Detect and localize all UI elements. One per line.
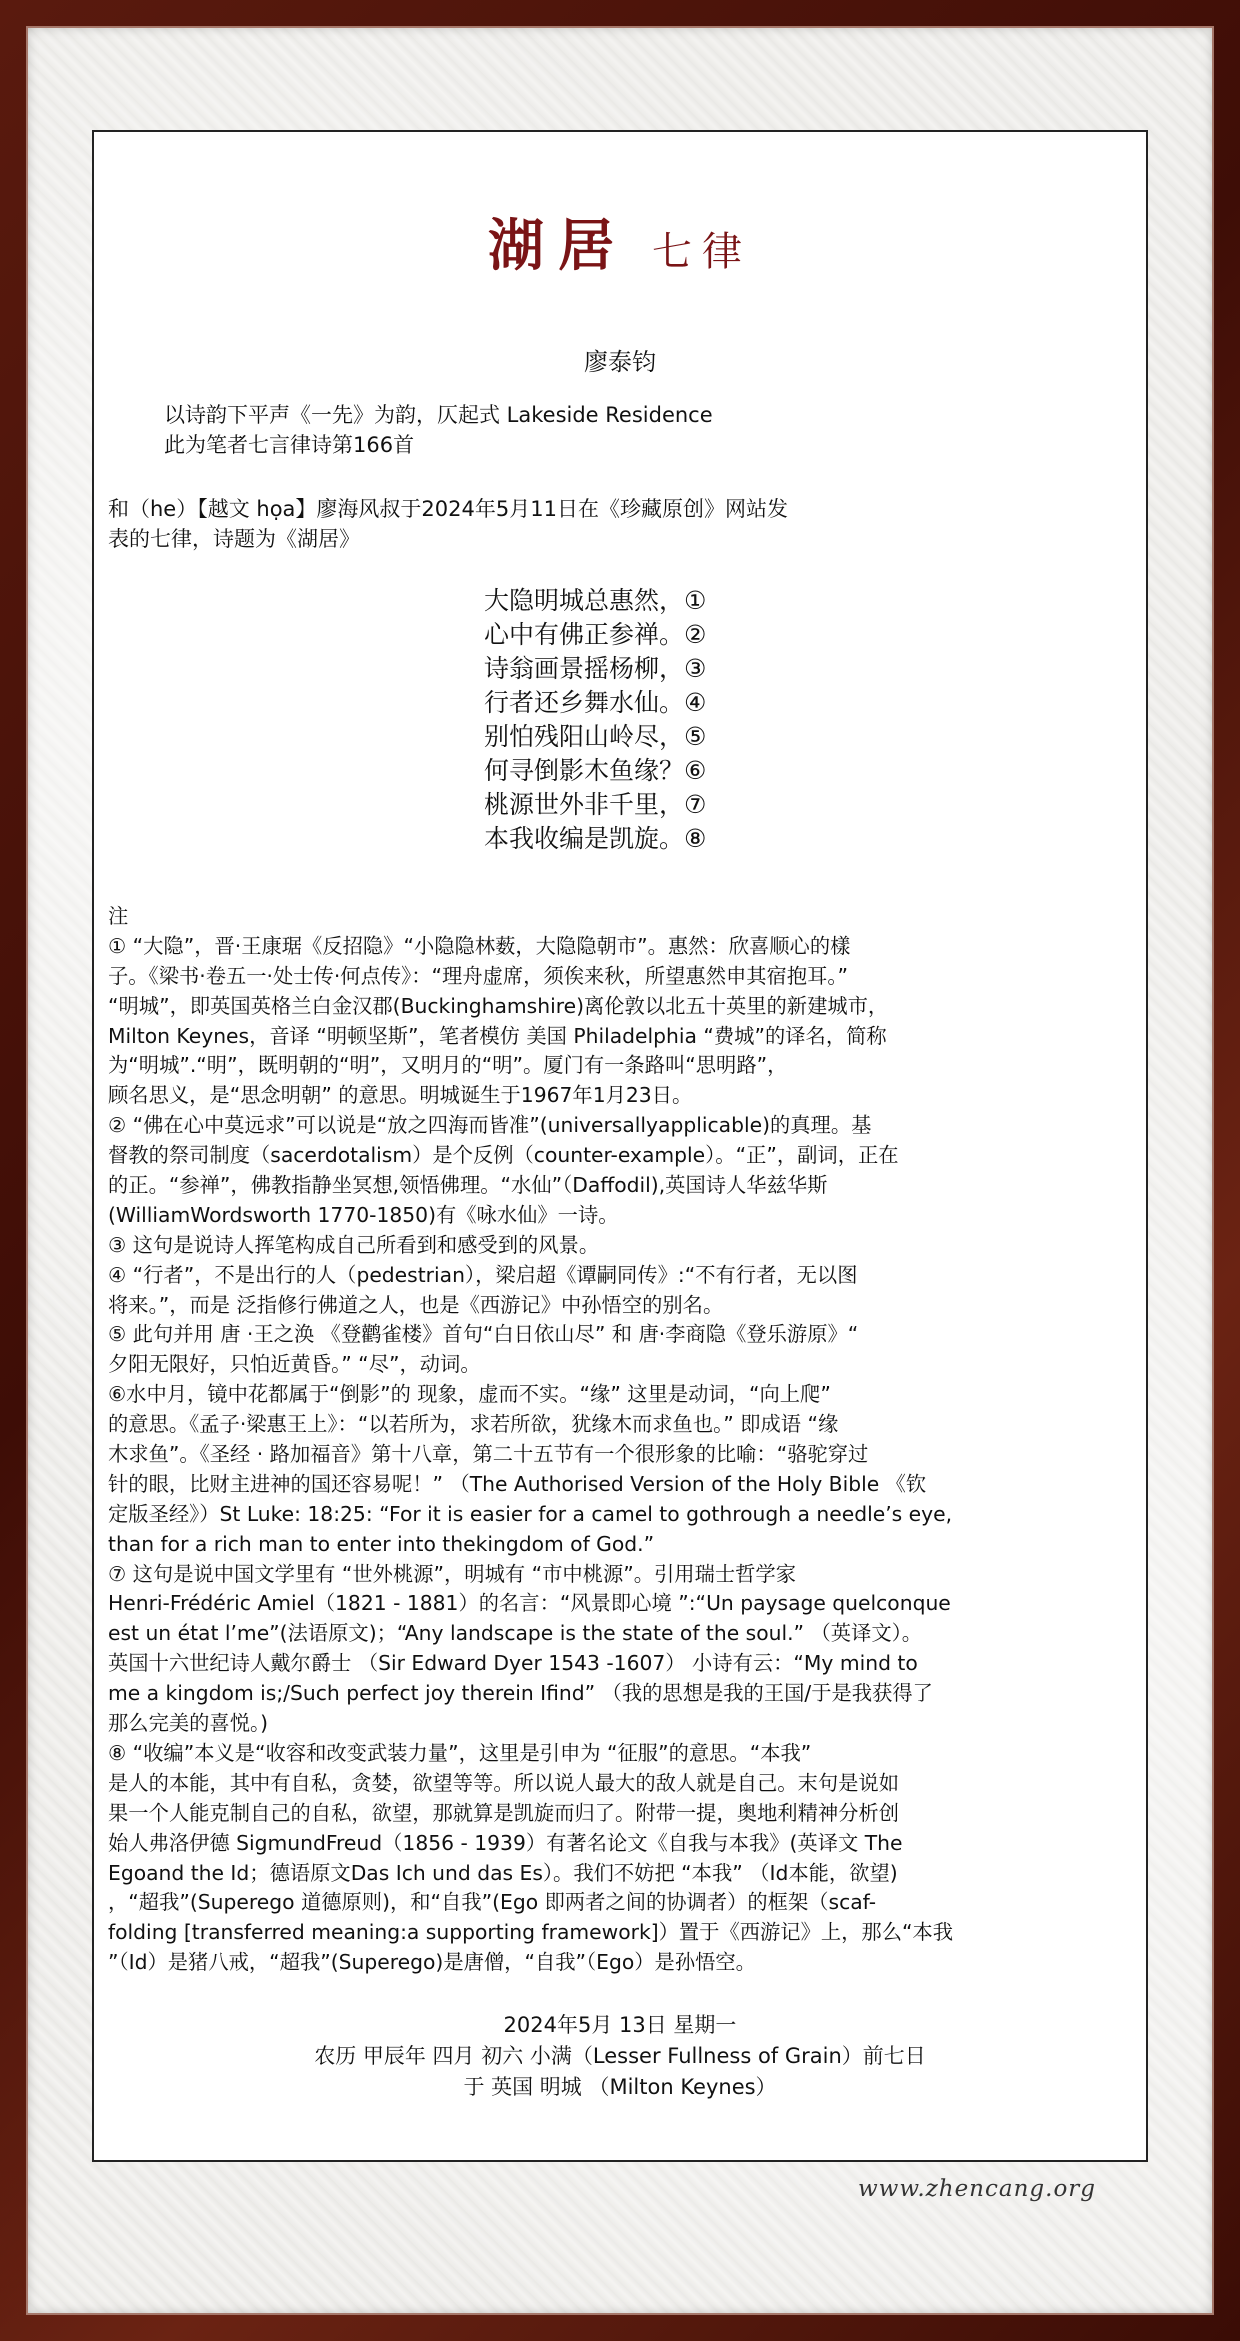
note-line: Henri-Frédéric Amiel（1821 - 1881）的名言：“风景即心境 ”:“Un paysage quelconque — [108, 1591, 951, 1616]
note-line: ① “大隐”，晋·王康琚《反招隐》“小隐隐林薮，大隐隐朝市”。惠然：欣喜顺心的樣 — [108, 933, 851, 958]
note-line: me a kingdom is;/Such perfect joy therein Ifind” （我的思想是我的王国/于是我获得了 — [108, 1681, 933, 1706]
poem-line: 本我收编是凯旋。⑧ — [484, 824, 707, 853]
note-line: 子。《梁书·卷五一·处士传·何点传》：“理舟虚席，须俟来秋，所望惠然申其宿抱耳。” — [108, 963, 849, 988]
poem-line: 诗翁画景摇杨柳，③ — [484, 654, 707, 683]
note-line: ，“超我”(Superego 道德原则)，和“自我”(Ego 即两者之间的协调者）的框架（scaf- — [108, 1890, 877, 1915]
note-line: ⑧ “收编”本义是“收容和改变武装力量”，这里是引申为 “征服”的意思。“本我” — [108, 1740, 812, 1765]
poem-line: 心中有佛正参禅。② — [484, 620, 707, 649]
poem-line: 大隐明城总惠然，① — [484, 586, 707, 615]
site-watermark: www.zhencang.org — [858, 2176, 1097, 2202]
note-line: 顾名思义，是“思念明朝” 的意思。明城诞生于1967年1月23日。 — [108, 1083, 693, 1108]
poem-body — [484, 584, 706, 856]
title-main: 湖居 — [488, 214, 628, 279]
note-line: 始人弗洛伊德 SigmundFreud（1856 - 1939）有著名论文《自我与本我》(英译文 The — [108, 1830, 903, 1855]
rhyme-info — [164, 400, 713, 460]
rhyme-line: 此为笔者七言律诗第166首 — [164, 433, 415, 457]
note-line: 那么完美的喜悦。) — [108, 1711, 269, 1736]
note-line: 木求鱼”。《圣经 · 路加福音》第十八章，第二十五节有一个很形象的比喻：“骆驼穿过 — [108, 1442, 869, 1467]
rhyme-line: 以诗韵下平声《一先》为韵，仄起式 Lakeside Residence — [164, 403, 713, 427]
author-name: 廖泰钧 — [584, 348, 656, 376]
intro-line: 和（he）【越文 họa】廖海风叔于2024年5月11日在《珍藏原创》网站发 — [108, 497, 788, 521]
note-line: ”（Id）是猪八戒，“超我”(Superego)是唐僧，“自我”（Ego）是孙悟空。 — [108, 1950, 756, 1975]
note-line: 为“明城”.“明”，既明朝的“明”，又明月的“明”。厦门有一条路叫“思明路”， — [108, 1053, 788, 1078]
note-line: 针的眼，比财主进神的国还容易呢！” （The Authorised Version of the Holy Bible 《钦 — [108, 1471, 927, 1496]
poem-line: 桃源世外非千里，⑦ — [484, 790, 707, 819]
notes-heading: 注 — [108, 904, 129, 928]
lunar-date-line: 农历 甲辰年 四月 初六 小满（Lesser Fullness of Grain）前七日 — [314, 2044, 926, 2068]
note-line: 是人的本能，其中有自私，贪婪，欲望等等。所以说人最大的敌人就是自己。末句是说如 — [108, 1770, 899, 1795]
note-line: 英国十六世纪诗人戴尔爵士 （Sir Edward Dyer 1543 -1607） 小诗有云：“My mind to — [108, 1651, 918, 1676]
note-line: 夕阳无限好，只怕近黄昏。” “尽”，动词。 — [108, 1352, 481, 1377]
poem-line: 何寻倒影木鱼缘？⑥ — [484, 756, 707, 785]
notes-section — [108, 902, 1136, 1978]
note-line: est un état l’me”(法语原文)；“Any landscape is the state of the soul.” （英译文）。 — [108, 1621, 923, 1646]
poem-line: 行者还乡舞水仙。④ — [484, 688, 707, 717]
note-line: ② “佛在心中莫远求”可以说是“放之四海而皆准”(universallyapplicable)的真理。基 — [108, 1113, 872, 1138]
location-line: 于 英国 明城 （Milton Keynes） — [463, 2075, 777, 2099]
note-line: folding [transferred meaning:a supporting framework]）置于《西游记》上，那么“本我 — [108, 1920, 954, 1945]
note-line: 督教的祭司制度（sacerdotalism）是个反例（counter-example）。“正”，副词，正在 — [108, 1143, 899, 1168]
note-line: Egoand the Id；德语原文Das Ich und das Es）。我们不妨把 “本我” （Id本能，欲望) — [108, 1860, 898, 1885]
note-line: than for a rich man to enter into thekingdom of God.” — [108, 1531, 655, 1556]
note-line: Milton Keynes，音译 “明顿坚斯”，笔者模仿 美国 Philadelphia “费城”的译名，简称 — [108, 1023, 887, 1048]
intro-paragraph — [108, 494, 1128, 554]
note-line: “明城”，即英国英格兰白金汉郡(Buckinghamshire)离伦敦以北五十英里的新建城市， — [108, 993, 889, 1018]
poem-page — [92, 130, 1148, 2162]
note-line: 果一个人能克制自己的自私，欲望，那就算是凯旋而归了。附带一提，奥地利精神分析创 — [108, 1800, 899, 1825]
date-block — [94, 2010, 1146, 2103]
note-line: ⑥水中月，镜中花都属于“倒影”的 现象，虚而不实。“缘” 这里是动词，“向上爬” — [108, 1382, 831, 1407]
title-sub: 七律 — [652, 229, 752, 275]
note-line: ④ “行者”，不是出行的人（pedestrian），梁启超《谭嗣同传》:“不有行者，无以图 — [108, 1262, 858, 1287]
note-line: 的意思。《孟子·梁惠王上》：“以若所为，求若所欲，犹缘木而求鱼也。” 即成语 “缘 — [108, 1412, 839, 1437]
note-line: 将来。”，而是 泛指修行佛道之人，也是《西游记》中孙悟空的别名。 — [108, 1292, 724, 1317]
note-line: (WilliamWordsworth 1770-1850)有《咏水仙》一诗。 — [108, 1202, 619, 1227]
note-line: ⑤ 此句并用 唐 ·王之涣 《登鹳雀楼》首句“白日依山尽” 和 唐·李商隐《登乐游原》“ — [108, 1322, 859, 1347]
intro-line: 表的七律，诗题为《湖居》 — [108, 527, 360, 551]
note-line: 的正。“参禅”，佛教指静坐冥想,领悟佛理。“水仙”（Daffodil),英国诗人华兹华斯 — [108, 1173, 828, 1198]
note-line: ⑦ 这句是说中国文学里有 “世外桃源”，明城有 “市中桃源”。引用瑞士哲学家 — [108, 1561, 796, 1586]
note-line: ③ 这句是说诗人挥笔构成自己所看到和感受到的风景。 — [108, 1232, 600, 1257]
poem-line: 别怕残阳山岭尽，⑤ — [484, 722, 707, 751]
poem-title — [94, 202, 1146, 282]
date-line: 2024年5月 13日 星期一 — [503, 2013, 737, 2037]
note-line: 定版圣经》）St Luke: 18:25: “For it is easier for a camel to gothrough a needle’s eye, — [108, 1501, 953, 1526]
